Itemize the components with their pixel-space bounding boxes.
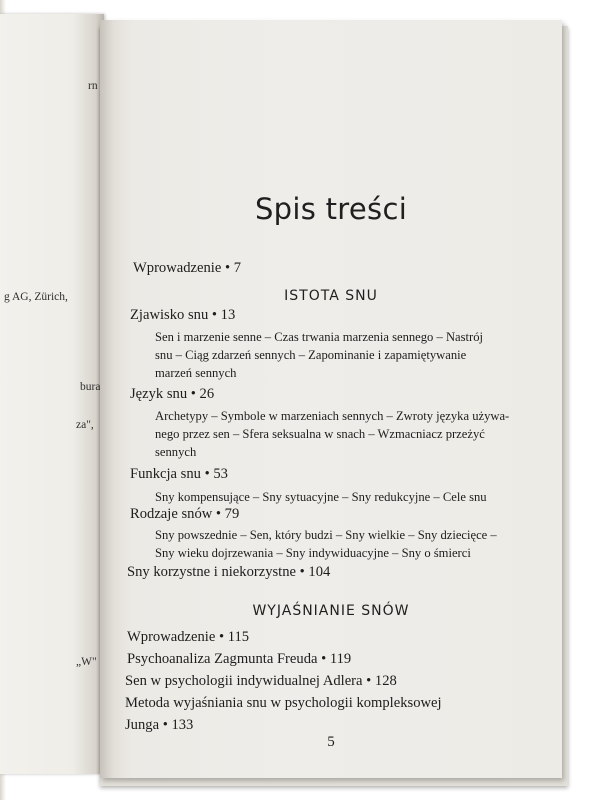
toc-entry: Junga • 133 bbox=[125, 717, 194, 733]
left-page-text: bura bbox=[80, 381, 101, 393]
section-heading: WYJAŚNIANIE SNÓW bbox=[252, 603, 410, 619]
toc-entry: Sen w psychologii indywidualnej Adlera • 128 bbox=[125, 673, 397, 689]
right-page bbox=[100, 20, 562, 778]
toc-entry: Rodzaje snów • 79 bbox=[130, 506, 240, 522]
toc-subentry: marzeń sennych bbox=[155, 366, 237, 380]
toc-entry: Wprowadzenie • 115 bbox=[127, 629, 250, 645]
toc-subentry: Sny kompensujące – Sny sytuacyjne – Sny redukcyjne – Cele snu bbox=[155, 490, 487, 504]
toc-subentry: Sen i marzenie senne – Czas trwania marzenia sennego – Nastrój bbox=[155, 330, 484, 344]
page-number: 5 bbox=[327, 734, 335, 750]
page-title: Spis treści bbox=[254, 192, 408, 226]
toc-subentry: sennych bbox=[155, 445, 197, 459]
toc-entry: Sny korzystne i niekorzystne • 104 bbox=[127, 564, 331, 580]
left-page-text: „W" bbox=[76, 656, 97, 668]
toc-subentry: Archetypy – Symbole w marzeniach sennych – Zwroty języka używa- bbox=[155, 409, 510, 423]
left-page-text: za", bbox=[76, 419, 94, 431]
toc-subentry: Sny powszednie – Sen, który budzi – Sny wielkie – Sny dziecięce – bbox=[155, 528, 497, 542]
toc-subentry: nego przez sen – Sfera seksualna w snach – Wzmacniacz przeżyć bbox=[155, 427, 485, 441]
section-heading: ISTOTA SNU bbox=[284, 288, 378, 304]
toc-entry: Metoda wyjaśniania snu w psychologii kompleksowej bbox=[125, 695, 442, 711]
toc-entry: Funkcja snu • 53 bbox=[130, 466, 228, 482]
toc-subentry: snu – Ciąg zdarzeń sennych – Zapominanie i zapamiętywanie bbox=[155, 348, 467, 362]
left-page-text: g AG, Zürich, bbox=[4, 291, 68, 303]
toc-entry: Psychoanaliza Zagmunta Freuda • 119 bbox=[127, 651, 352, 667]
toc-subentry: Sny wieku dojrzewania – Sny indywiduacyjne – Sny o śmierci bbox=[155, 546, 471, 560]
toc-entry: Zjawisko snu • 13 bbox=[130, 307, 236, 323]
left-page-text: rn bbox=[88, 80, 98, 92]
left-page bbox=[0, 14, 104, 774]
toc-entry: Język snu • 26 bbox=[130, 386, 215, 402]
toc-entry-intro: Wprowadzenie • 7 bbox=[133, 260, 242, 276]
